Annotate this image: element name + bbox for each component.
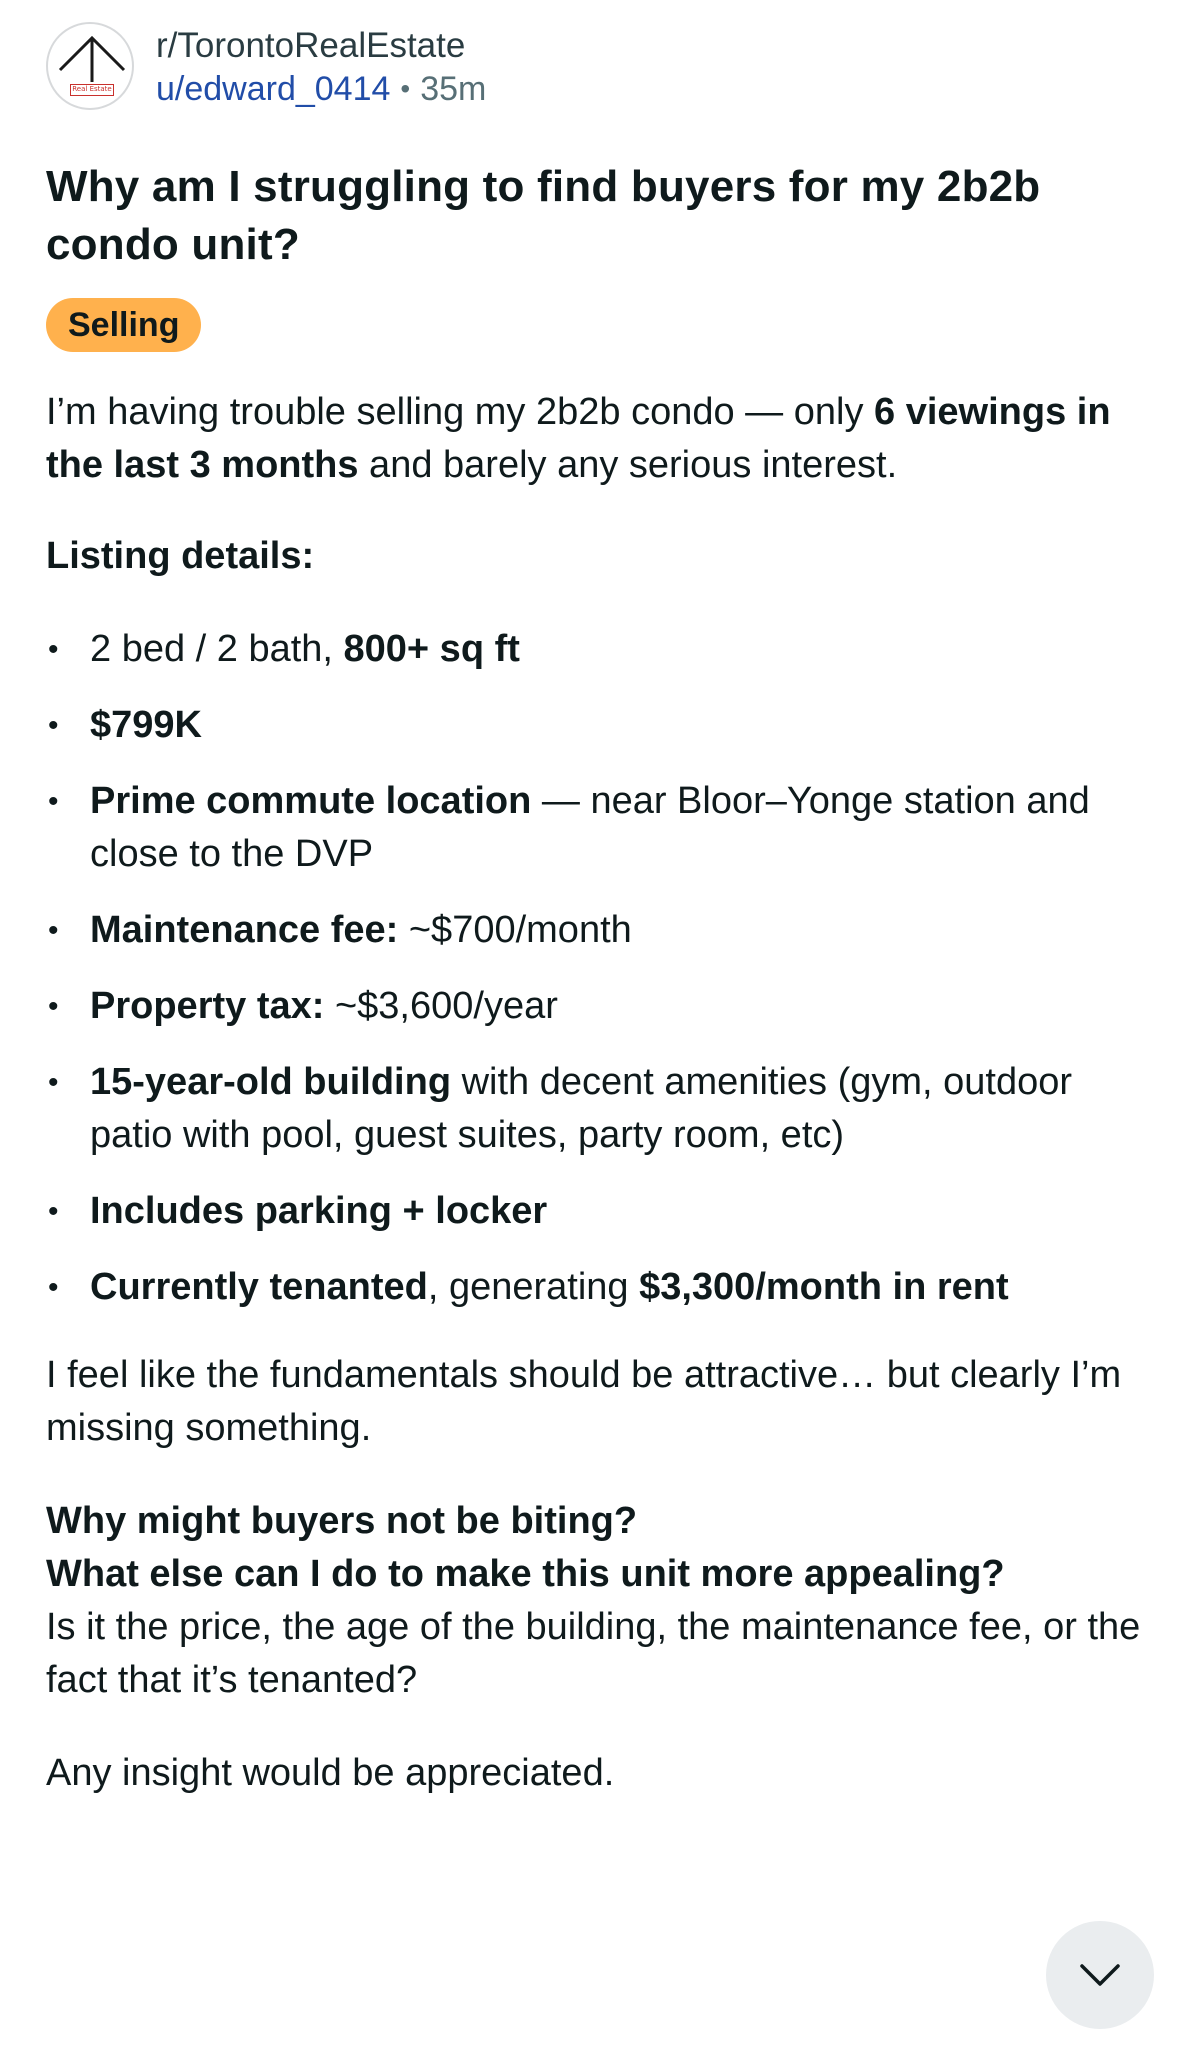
item-bold: $799K	[90, 704, 202, 746]
item-text: ~$3,600/year	[324, 985, 558, 1027]
closing-paragraph: Any insight would be appreciated.	[46, 1752, 615, 1794]
item-bold: Currently tenanted	[90, 1266, 428, 1308]
list-item	[46, 980, 1156, 1033]
question-3: Is it the price, the age of the building, the maintenance fee, or the fact that it’s tenanted?	[46, 1606, 1141, 1701]
meta-separator: •	[400, 73, 411, 104]
list-item	[46, 1056, 1156, 1162]
bullet: •	[48, 990, 59, 1023]
post-header	[46, 22, 1156, 118]
bullet: •	[48, 785, 59, 818]
house-roof-icon	[48, 24, 134, 110]
collapse-button[interactable]	[1046, 1921, 1154, 2029]
list-item	[46, 1185, 1156, 1238]
item-bold: Includes parking + locker	[90, 1190, 548, 1232]
bullet: •	[48, 633, 59, 666]
questions-block	[46, 1495, 1156, 1707]
question-1	[46, 1495, 1156, 1548]
post-meta-line	[156, 68, 486, 110]
item-bold: 15-year-old building	[90, 1061, 452, 1103]
item-text: 2 bed / 2 bath,	[90, 628, 344, 670]
list-item	[46, 699, 1156, 752]
post-meta	[156, 22, 486, 110]
bullet: •	[48, 1066, 59, 1099]
intro-text-1: I’m having trouble selling my 2b2b condo — only	[46, 391, 875, 433]
item-bold: Maintenance fee:	[90, 909, 399, 951]
intro-text-2: and barely any serious interest.	[358, 444, 898, 486]
item-bold: Prime commute location	[90, 780, 532, 822]
list-item	[46, 623, 1156, 676]
item-text: ~$700/month	[398, 909, 632, 951]
post-title[interactable]: Why am I struggling to find buyers for my 2b2b condo unit?	[46, 162, 1041, 269]
question-2-text: What else can I do to make this unit more appealing?	[46, 1553, 1005, 1595]
avatar-label: Real Estate	[70, 84, 114, 96]
item-bold: 800+ sq ft	[343, 628, 520, 670]
post-body	[46, 386, 1156, 1800]
item-bold: Property tax:	[90, 985, 325, 1027]
subreddit-avatar[interactable]	[46, 22, 134, 110]
item-text: — near Bloor–Yonge station and close to the DVP	[90, 780, 1090, 875]
chevron-down-icon	[1078, 1961, 1122, 1989]
post-flair[interactable]: Selling	[46, 298, 201, 352]
list-item	[46, 775, 1156, 881]
listing-heading: Listing details:	[46, 535, 315, 577]
bullet: •	[48, 709, 59, 742]
question-1-text: Why might buyers not be biting?	[46, 1500, 638, 1542]
intro-paragraph	[46, 386, 1156, 492]
author-username[interactable]: u/edward_0414	[156, 70, 391, 108]
subreddit-name[interactable]: r/TorontoRealEstate	[156, 26, 466, 65]
item-text: , generating	[427, 1266, 640, 1308]
item-text: with decent amenities (gym, outdoor patio with pool, guest suites, party room, etc)	[90, 1061, 1073, 1156]
list-item	[46, 904, 1156, 957]
bullet: •	[48, 914, 59, 947]
post-container	[46, 22, 1156, 1800]
item-bold-2: $3,300/month in rent	[639, 1266, 1009, 1308]
fundamentals-paragraph: I feel like the fundamentals should be attractive… but clearly I’m missing something.	[46, 1354, 1122, 1449]
question-2	[46, 1548, 1156, 1601]
post-time: 35m	[420, 70, 487, 108]
listing-details-list	[46, 623, 1156, 1314]
list-item	[46, 1261, 1156, 1314]
bullet: •	[48, 1195, 59, 1228]
intro-bold: 6 viewings in the last 3 months	[46, 391, 1111, 486]
bullet: •	[48, 1271, 59, 1304]
